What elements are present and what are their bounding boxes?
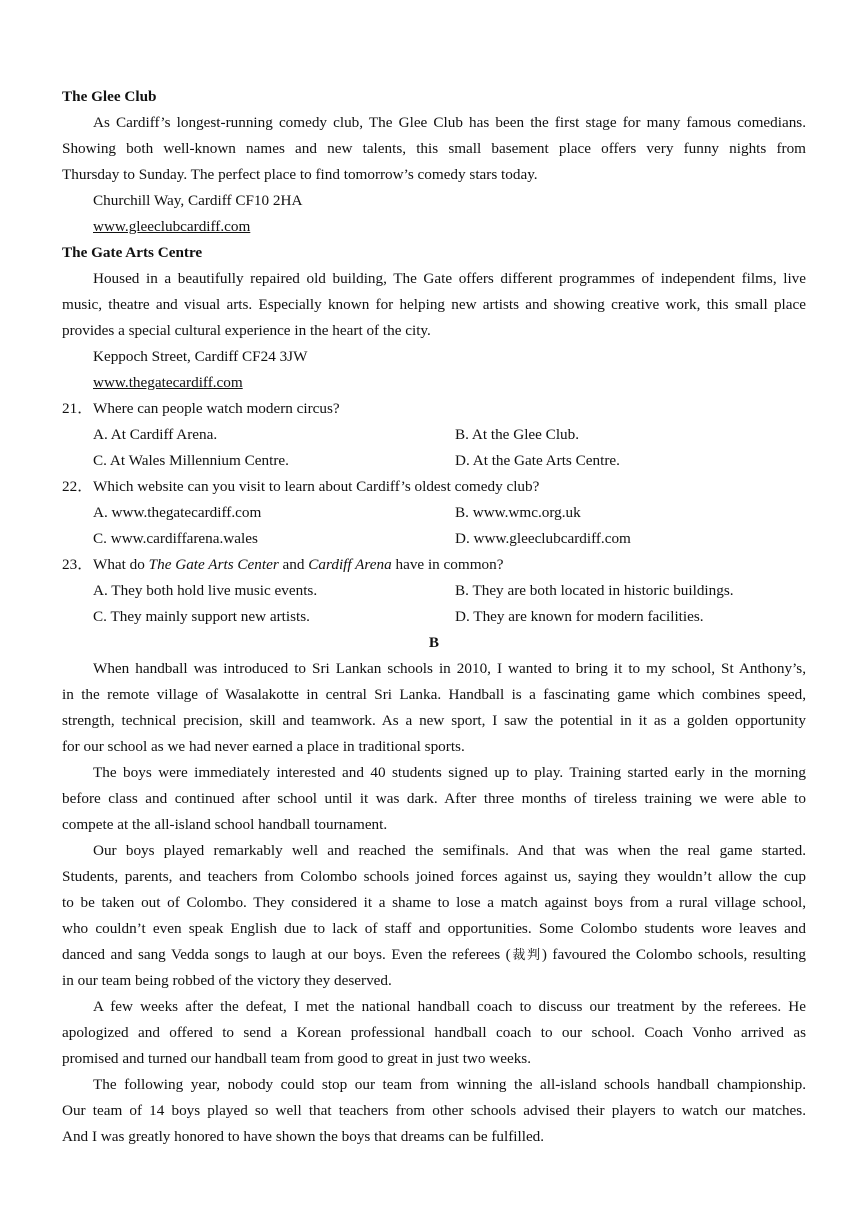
question-22 — [62, 474, 806, 500]
glee-para-line: Thursday to Sunday. The perfect place to find tomorrow’s comedy stars today. — [62, 166, 538, 183]
question-number: 22． — [62, 478, 93, 495]
passage-line: Our team of 14 boys played so well that teachers from other schools advised their players to watch our matches. — [62, 1102, 806, 1119]
question-21 — [62, 396, 806, 422]
passage-line: Our boys played remarkably well and reached the semifinals. And that was when the real game started. — [93, 842, 806, 859]
option-b: B. www.wmc.org.uk — [455, 504, 581, 521]
options-row — [62, 422, 806, 448]
gate-heading: The Gate Arts Centre — [62, 244, 203, 261]
option-c: C. They mainly support new artists. — [93, 608, 310, 625]
option-a: A. www.thegatecardiff.com — [93, 504, 262, 521]
option-c: C. www.cardiffarena.wales — [93, 530, 258, 547]
glee-para-line: As Cardiff’s longest-running comedy club, The Glee Club has been the first stage for many famous comedians. — [93, 114, 806, 131]
passage-text-chinese: 裁判 — [510, 948, 542, 963]
passage-line: for our school as we had never earned a place in traditional sports. — [62, 738, 465, 755]
passage-line: in our team being robbed of the victory they deserved. — [62, 972, 392, 989]
question-text-italic: The Gate Arts Center — [148, 556, 279, 573]
question-23 — [62, 552, 806, 578]
option-d: D. www.gleeclubcardiff.com — [455, 530, 631, 547]
question-text-part: What do — [93, 556, 149, 573]
question-text: Which website can you visit to learn about Cardiff’s oldest comedy club? — [93, 478, 540, 495]
passage-line: promised and turned our handball team from good to great in just two weeks. — [62, 1050, 532, 1067]
option-d: D. At the Gate Arts Centre. — [455, 452, 620, 469]
gate-address: Keppoch Street, Cardiff CF24 3JW — [93, 348, 308, 365]
options-row — [62, 526, 806, 552]
passage-line: to be taken out of Colombo. They considered it a shame to lose a match against boys from a rural village school, — [62, 894, 806, 911]
option-a: A. At Cardiff Arena. — [93, 426, 218, 443]
passage-line: The boys were immediately interested and 40 students signed up to play. Training started early in the morning — [93, 764, 806, 781]
passage-line: When handball was introduced to Sri Lankan schools in 2010, I wanted to bring it to my school, St Anthony’s, — [93, 660, 806, 677]
question-text-part: and — [278, 556, 309, 573]
passage-line: strength, technical precision, skill and teamwork. As a new sport, I saw the potential in it as a golden opportunity — [62, 712, 806, 729]
passage-line: apologized and offered to send a Korean professional handball coach to our school. Coach Vonho arrived as — [62, 1024, 806, 1041]
passage-line: The following year, nobody could stop our team from winning the all-island schools handball championship. — [93, 1076, 806, 1093]
option-a: A. They both hold live music events. — [93, 582, 318, 599]
glee-club-heading: The Glee Club — [62, 88, 157, 105]
options-row — [62, 578, 806, 604]
gate-para-line: Housed in a beautifully repaired old building, The Gate offers different programmes of independent films, live — [93, 270, 806, 287]
passage-line: A few weeks after the defeat, I met the national handball coach to discuss our treatment by the referees. He — [93, 998, 806, 1015]
passage-line: before class and continued after school until it was dark. After three months of tireless training we were able to — [62, 790, 806, 807]
question-text: Where can people watch modern circus? — [93, 400, 340, 417]
option-d: D. They are known for modern facilities. — [455, 608, 704, 625]
question-number: 23． — [62, 556, 93, 573]
passage-line: compete at the all-island school handball tournament. — [62, 816, 388, 833]
option-b: B. At the Glee Club. — [455, 426, 580, 443]
glee-website-link[interactable]: www.gleeclubcardiff.com — [93, 218, 251, 235]
question-text — [93, 556, 503, 573]
question-text-italic: Cardiff Arena — [308, 556, 392, 573]
section-b-label: B — [428, 634, 440, 651]
passage-text: ) favoured the Colombo schools, resulting — [541, 946, 806, 963]
options-row — [62, 448, 806, 474]
gate-para-line: provides a special cultural experience in the heart of the city. — [62, 322, 431, 339]
question-text-part: have in common? — [391, 556, 504, 573]
passage-line: who couldn’t even speak English due to lack of staff and opportunities. Some Colombo students wore leaves and — [62, 920, 806, 937]
passage-text: danced and sang Vedda songs to laugh at our boys. Even the referees ( — [62, 946, 511, 963]
glee-para-line: Showing both well-known names and new talents, this small basement place offers very funny nights from — [62, 140, 806, 157]
passage-line: And I was greatly honored to have shown the boys that dreams can be fulfilled. — [62, 1128, 545, 1145]
passage-line: in the remote village of Wasalakotte in central Sri Lanka. Handball is a fascinating game which combines speed, — [62, 686, 806, 703]
option-b: B. They are both located in historic buildings. — [455, 582, 734, 599]
document-page — [62, 84, 806, 1150]
options-row — [62, 500, 806, 526]
gate-website-link[interactable]: www.thegatecardiff.com — [93, 374, 243, 391]
passage-line — [62, 942, 806, 968]
passage-line: Students, parents, and teachers from Colombo schools joined forces against us, saying they wouldn’t allow the cup — [62, 868, 806, 885]
question-number: 21． — [62, 400, 93, 417]
option-c: C. At Wales Millennium Centre. — [93, 452, 289, 469]
options-row — [62, 604, 806, 630]
glee-address: Churchill Way, Cardiff CF10 2HA — [93, 192, 303, 209]
gate-para-line: music, theatre and visual arts. Especially known for helping new artists and showing creative work, this small place — [62, 296, 806, 313]
